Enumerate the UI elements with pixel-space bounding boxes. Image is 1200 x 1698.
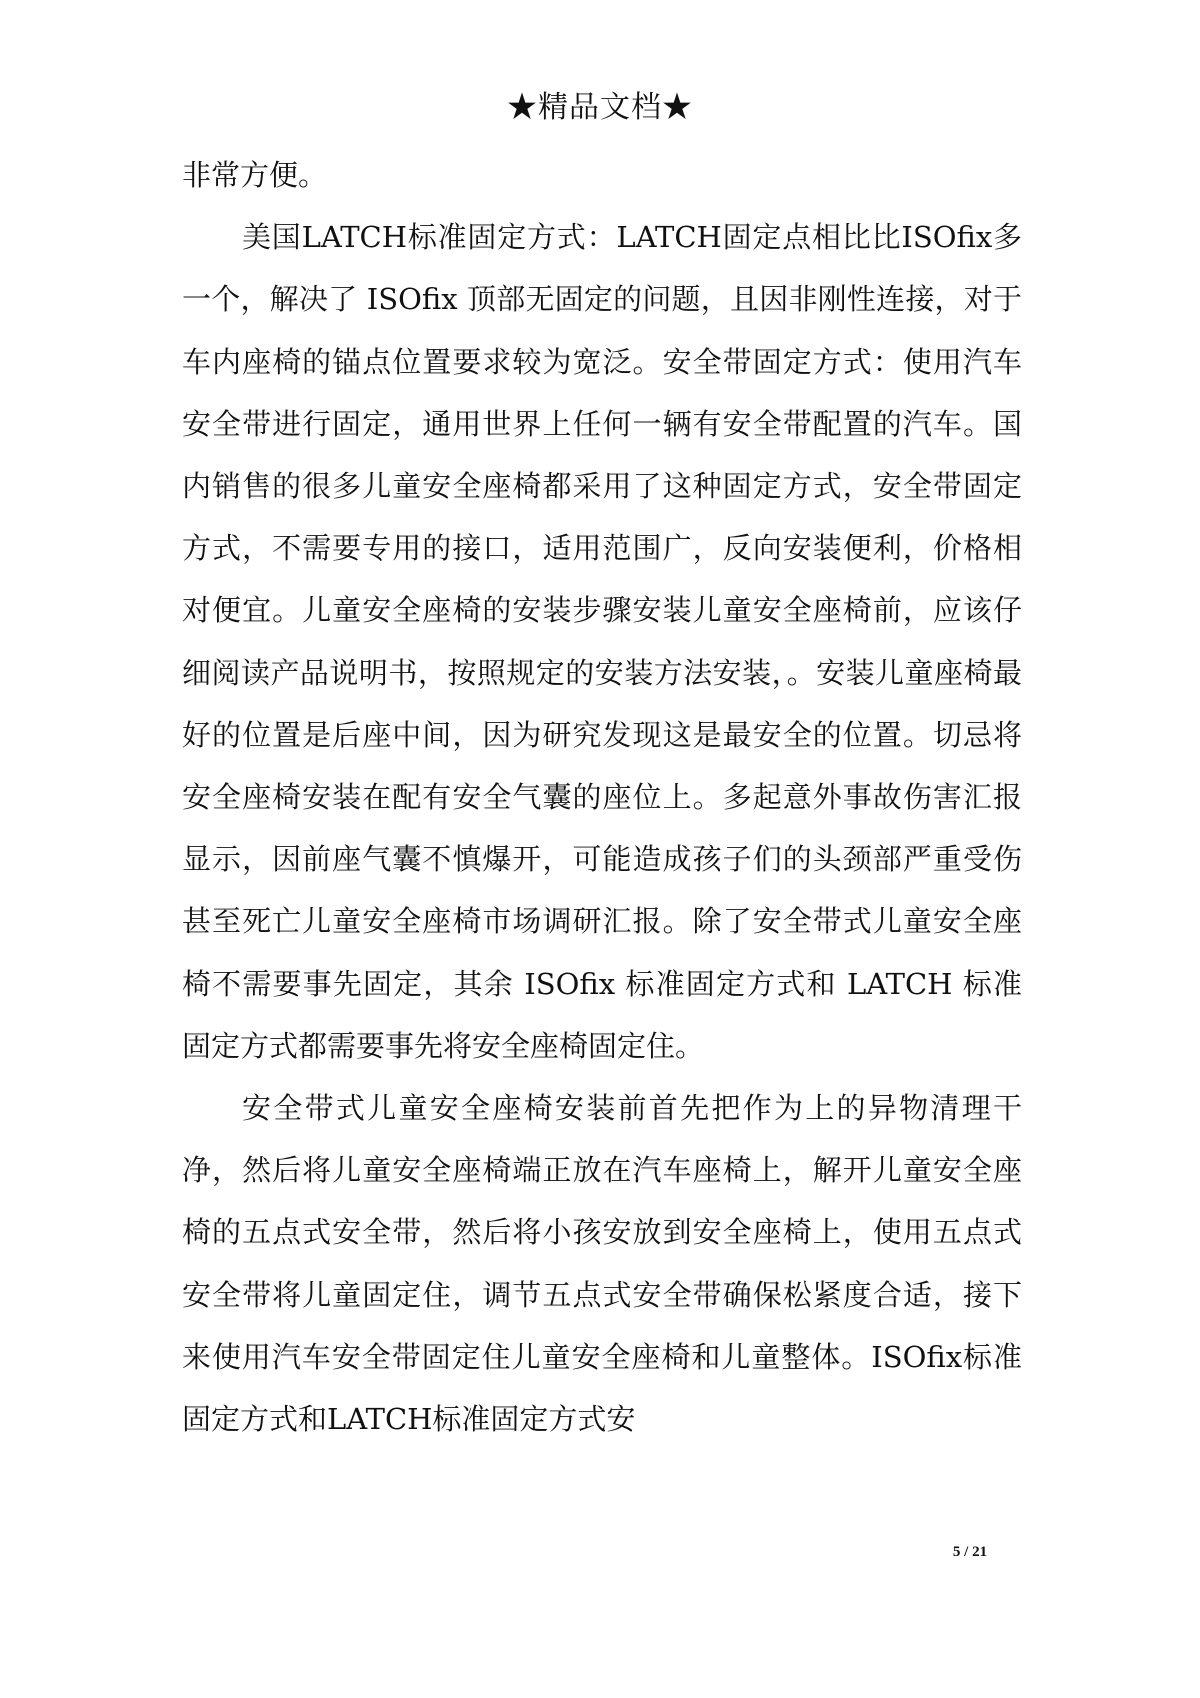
page-number: 5 / 21 [952, 1544, 988, 1560]
paragraph-seatbelt-installation: 安全带式儿童安全座椅安装前首先把作为上的异物清理干净，然后将儿童安全座椅端正放在汽车座椅上，解开儿童安全座椅的五点式安全带，然后将小孩安放到安全座椅上，使用五点式安全带将儿童固定住，调节五点式安全带确保松紧度合适，接下来使用汽车安全带固定住儿童安全座椅和儿童整体。ISOfix标准固定方式和LATCH标准固定方式安 [182, 1091, 1022, 1437]
paragraph-latch-and-seatbelt: 美国LATCH标准固定方式：LATCH固定点相比比ISOfix多一个，解决了 ISOfix 顶部无固定的问题，且因非刚性连接，对于车内座椅的锚点位置要求较为宽泛。安全带固定方式：使用汽车安全带进行固定，通用世界上任何一辆有安全带配置的汽车。国内销售的很多儿童安全座椅都采用了这种固定方式，安全带固定方式，不需要专用的接口，适用范围广，反向安装便利，价格相对便宜。儿童安全座椅的安装步骤安装儿童安全座椅前，应该仔细阅读产品说明书，按照规定的安装方法安装，。安装儿童座椅最好的位置是后座中间，因为研究发现这是最安全的位置。切忌将安全座椅安装在配有安全气囊的座位上。多起意外事故伤害汇报显示，因前座气囊不慎爆开，可能造成孩子们的头颈部严重受伤甚至死亡儿童安全座椅市场调研汇报。除了安全带式儿童安全座椅不需要事先固定，其余 ISOfix 标准固定方式和 LATCH 标准固定方式都需要事先将安全座椅固定住。 [182, 220, 1022, 1063]
paragraph-continuation: 非常方便。 [182, 158, 328, 192]
document-body [182, 144, 1022, 1450]
page-header-title: ★精品文档★ [507, 90, 693, 125]
